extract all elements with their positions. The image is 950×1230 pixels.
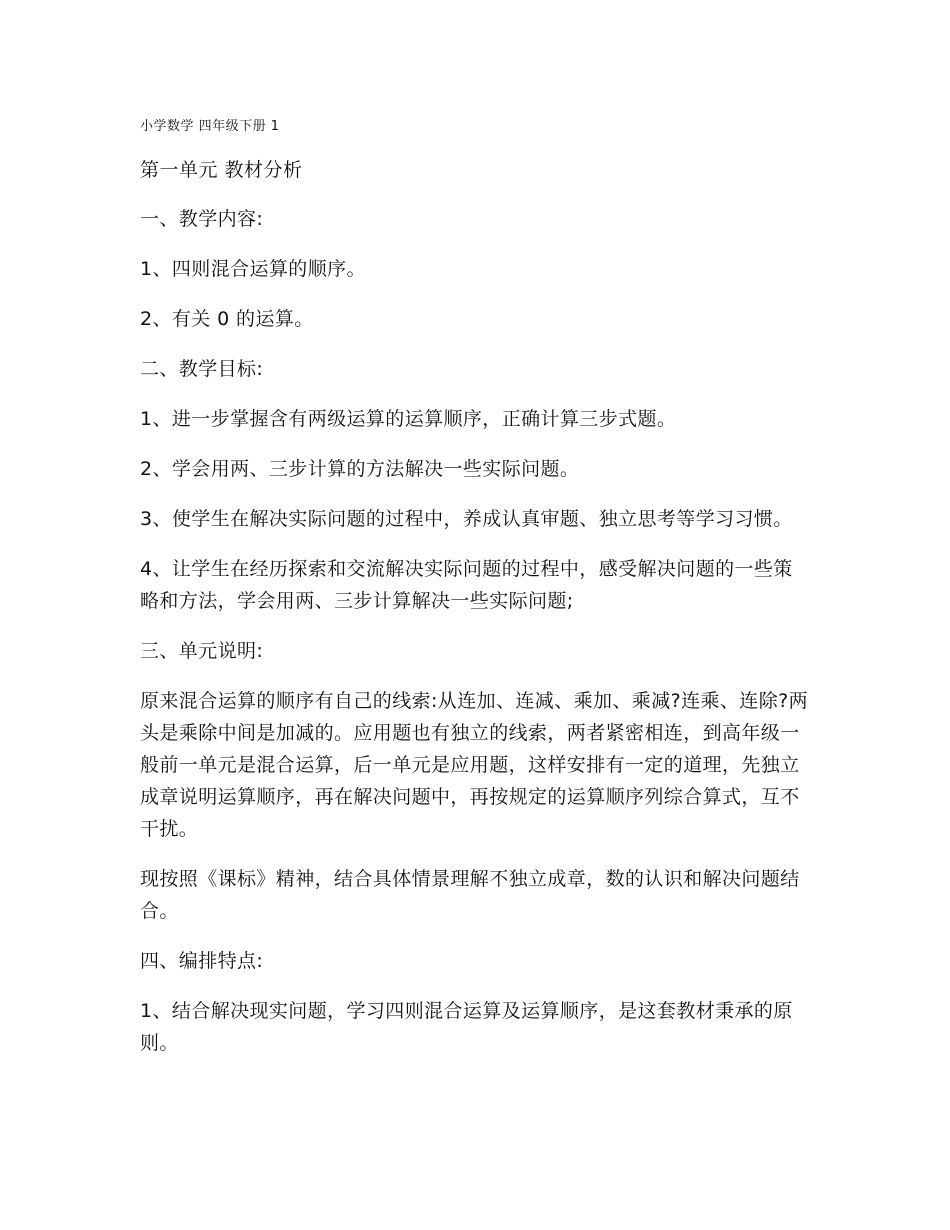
section-heading-teaching-content: 一、教学内容: xyxy=(140,208,264,230)
content-item-1: 1、四则混合运算的顺序。 xyxy=(140,258,366,280)
section-heading-unit-notes: 三、单元说明: xyxy=(140,640,264,662)
document-body xyxy=(140,118,812,1077)
goal-item-1: 1、进一步掌握含有两级运算的运算顺序，正确计算三步式题。 xyxy=(140,408,677,430)
goal-item-2: 2、学会用两、三步计算的方法解决一些实际问题。 xyxy=(140,458,580,480)
unit-notes-paragraph-1: 原来混合运算的顺序有自己的线索:从连加、连减、乘加、乘减?连乘、连除?两头是乘除中间是加减的。应用题也有独立的线索，两者紧密相连，到高年级一般前一单元是混合运算，后一单元是应用题，这样安排有一定的道理，先独立成章说明运算顺序，再在解决问题中，再按规定的运算顺序列综合算式，互不干扰。 xyxy=(140,690,808,840)
goal-item-4: 4、让学生在经历探索和交流解决实际问题的过程中，感受解决问题的一些策略和方法，学会用两、三步计算解决一些实际问题; xyxy=(140,558,793,612)
unit-notes-paragraph-2: 现按照《课标》精神，结合具体情景理解不独立成章，数的认识和解决问题结合。 xyxy=(140,868,800,922)
feature-item-1: 1、结合解决现实问题，学习四则混合运算及运算顺序，是这套教材秉承的原则。 xyxy=(140,1000,793,1054)
content-item-2: 2、有关 0 的运算。 xyxy=(140,308,314,330)
unit-title: 第一单元 教材分析 xyxy=(140,159,303,181)
goal-item-3: 3、使学生在解决实际问题的过程中，养成认真审题、独立思考等学习习惯。 xyxy=(140,508,793,530)
section-heading-arrangement-features: 四、编排特点: xyxy=(140,950,264,972)
section-heading-teaching-goals: 二、教学目标: xyxy=(140,358,264,380)
page-header: 小学数学 四年级下册 1 xyxy=(140,119,280,134)
